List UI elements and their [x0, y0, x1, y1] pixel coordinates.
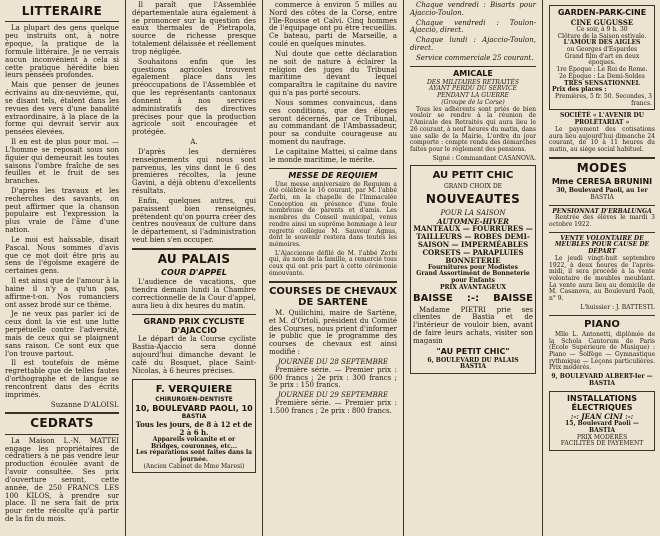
- ad-prices-value: Premières, 5 fr. 50. Secondes, 3 francs.: [555, 92, 652, 107]
- column-rule: [262, 0, 263, 536]
- article-paragraph: Mais que penser de jeunes écrivains au dix-neuvième, qui, se disant tels, étalent dans les revues des vers d'une banalité extraordinaire, à la place de la forme qui devrait servir aux pensées élevées.: [5, 81, 119, 137]
- ad-baisse-text: Madame PIETRI prie ses clientes de Bastia et de l'intérieur de vouloir bien, avant de faire leurs achats, visiter son magasin: [413, 305, 533, 345]
- divider: [132, 248, 256, 250]
- ad-shop-addr: 6, BOULEVARD DU PALAIS: [427, 356, 519, 364]
- pensionnat-text: Rentrée des élèves le mardi 3 octobre 1922.: [549, 214, 655, 228]
- vente-text: Le jeudi vingt-huit septembre 1922, à deux heures de l'après-midi, il sera procédé à la vente volontaire de meubles meublant. La vente aura lieu au domicile de M. Casanova, au Boulevard Paoli, n° 9.: [549, 254, 655, 303]
- courses-prizes: Première série. — Premier prix : 600 francs ; 2e prix : 300 francs ; 3e prix : 150 francs.: [269, 365, 397, 390]
- ad-line: Ce soir, à 9 h. 30: [576, 25, 628, 33]
- article-paragraph: Souhaitons enfin que les questions agricoles trouvent également place dans les préoccupations de l'Assemblée et que les représentants cantonaux donnent à nos services administratifs des directives précises pour que la production agricole soit encouragée et protégée.: [132, 57, 256, 137]
- ad-installations: [549, 391, 655, 452]
- ad-line: L'AMOUR DES AIGLES: [563, 39, 641, 47]
- courses-day: JOURNÉE DU 28 SEPTEMBRE: [277, 357, 389, 366]
- section-title-palais: AU PALAIS: [157, 251, 231, 266]
- ad-line: TRÈS SENSATIONNEL: [564, 79, 640, 87]
- cedrats-text: La Maison L.-N. MATTEI engage les propriétaires de cédratiers à ne pas vendre leur production écoulée avant de l'avoir consultée. Ses prix d'ouverture seront, cette année, de 250 FRANCS LES 100 KILOS, à prendre sur place. Il ne sera fait de prix pour cette récolte qu'à partir de la fin du mois.: [5, 436, 119, 524]
- ad-line: Appareils volcanite et or: [152, 435, 236, 443]
- ad-season: AUTOMNE-HIVER: [437, 216, 509, 226]
- amicale-signature: Signé : Commandant CASANOVA.: [432, 154, 536, 162]
- section-title-modes: MODES: [576, 160, 628, 175]
- article-paragraph: La plupart des gens quelque peu instruits ont, à notre époque, la pratique de la formule littéraire. Je ne verrais aucun inconvénient à cela si cette pratique hérédite bien leurs pensées profondes.: [5, 24, 119, 80]
- ad-line: Les réparations sont faites dans la journée.: [136, 449, 252, 463]
- service-line: Chaque vendredi : Bisarts pour Ajaccio-Toulon.: [410, 1, 536, 17]
- column-4: [405, 0, 541, 536]
- article-intro: Il paraît que l'Assemblée départementale aura également à se prononcer sur la question des eaux thermales de Pietrapola, source de richesse presque totalement délaissée et réellement trop négligée.: [132, 1, 256, 56]
- modes-name: Mme CERESA BRUNINI: [551, 177, 653, 187]
- ad-line: PRIX AVANTAGEUX: [440, 283, 506, 291]
- divider: [549, 157, 655, 159]
- article-paragraph: Le moi est haïssable, disait Pascal. Nous sommes d'avis que ce mot doit être pris au sens de l'égoïsme exagéré de certaines gens.: [5, 235, 119, 276]
- ad-name: F. VERQUIERE: [155, 383, 233, 395]
- amicale-sub: AYANT PERDU DU SERVICE: [428, 85, 518, 93]
- section-title-cedrats: CEDRATS: [30, 416, 94, 431]
- article-paragraph: D'après les travaux et les recherches des savants, on peut affirmer que la chanson populaire est l'expression la plus vraie de l'âme d'une nation.: [5, 187, 119, 235]
- article-paragraph: Enfin, quelques autres, qui paraissent bien renseignés, prétendent qu'on pourra créer des centres nouveaux de culture dans le département, si l'administration veut bien s'en occuper.: [132, 196, 256, 245]
- ad-line: FACILITÉS DE PAYEMENT: [560, 440, 644, 448]
- column-1: [0, 0, 124, 536]
- ad-shop-city: BASTIA: [460, 363, 486, 371]
- column-rule: [542, 0, 543, 536]
- article-paragraph: D'après les dernières renseignements qui nous sont parvenus, les vins dont le 6 des premières récoltes, la jeune Gavini, a déjà obtenu d'excellents résultats.: [132, 147, 256, 196]
- ad-baisse-row: [413, 293, 533, 304]
- ad-line: Grand Assortiment de Bonneterie pour Enfants: [416, 270, 530, 284]
- ad-city: BASTIA: [181, 413, 207, 421]
- article-paragraph: Il est toutefois de même regrettable que de telles fautes d'orthographe et de langue se rencontrent dans des écrits imprimés.: [5, 359, 119, 399]
- ad-sep: :-:: [466, 293, 480, 305]
- requiem-text: L'Ajaccienne défilé de M. l'abbé Zerbi qui, au nom de la famille, a remercié tous ceux qui ont pris part à cette cérémonie émouvante.: [269, 249, 397, 277]
- ad-title: CHIRURGIEN-DENTISTE: [155, 395, 233, 403]
- divider: [410, 66, 536, 67]
- divider: [5, 21, 119, 22]
- piano-address: 9, BOULEVARD ALBERT-Ier — BASTIA: [551, 373, 653, 387]
- ad-name: GARDEN-PARK-CINE: [557, 8, 647, 17]
- ad-sub: CINE GUGUSSE: [570, 17, 634, 27]
- column-rule: [125, 0, 126, 536]
- ad-baisse: BAISSE: [493, 293, 533, 305]
- ad-footer: (Ancien Cabinet de Mme Maresi): [143, 462, 245, 470]
- ad-address: 10, BOULEVARD PAOLI, 10: [135, 403, 253, 413]
- service-line: Chaque lundi : Ajaccio-Toulon, direct.: [410, 36, 536, 53]
- divider: [549, 232, 655, 233]
- article-paragraph: Nul doute que cette déclaration ne soit de nature à éclairer la religion des juges du Tribunal maritime devant lequel comparaîtra le capitaine du navire qui n'a pas porté secours.: [269, 49, 397, 98]
- section-title-pensionnat: PENSIONNAT D'ERBALUNGA: [552, 207, 652, 215]
- article-paragraph: Je ne veux pas parler ici de ceux dont la vie est une lutte perpétuelle contre l'adversité, mais de ceux qui se plaignent sans raison. Ce sont eux que l'on trouve partout.: [5, 310, 119, 358]
- article-paragraph: commerce à environ 5 milles au Nord des côtes de la Corse, entre l'île-Rousse et Calvi. Cinq hommes de l'équipage ont pu être recueillis. Ce bateau, parti de Marseille, a coulé en quelques minutes.: [269, 1, 397, 49]
- modes-address: 30, Boulevard Paoli, au 1er: [556, 187, 648, 195]
- ad-season: POUR LA SAISON: [440, 208, 506, 217]
- piano-text: Mlle L. Antonetti, diplômée de la Schola Cantorum de Paris (École Supérieure de Musique) : Piano — Solfège — Gymnastique rythmique — Leçons particulières. Prix modérés.: [549, 330, 655, 372]
- section-title-societe: SOCIÉTÉ « L'AVENIR DU PROLÉTARIAT »: [560, 112, 644, 127]
- ad-shop: "AU PETIT CHIC": [436, 346, 510, 356]
- section-title-requiem: MESSE DE REQUIEM: [288, 170, 378, 180]
- ad-line: Clôture de la Saison estivale.: [557, 32, 647, 40]
- section-subtitle: COUR D'APPEL: [161, 268, 227, 278]
- amicale-sub: PENDANT LA GUERRE: [437, 92, 509, 100]
- article-paragraph: Il est ainsi que de l'amour à la haine il n'y a qu'un pas, affirme-t-on. Nos romanciers ont assez brodé sur ce thème.: [5, 277, 119, 309]
- article-paragraph: Il en est de plus pour moi. — L'homme se reposait sous son figuier qui demeurait les toutes saisons l'ombre fraîche de ses feuilles et le fruit de ses branches.: [5, 138, 119, 186]
- divider: [549, 205, 655, 206]
- palais-text: L'audience de vacations, que tiendra demain lundi la Chambre correctionnelle de la Cour d'appel, aura lieu à dix heures du matin.: [132, 278, 256, 310]
- article-signature: Suzanne D'ALOISI.: [50, 400, 119, 409]
- ad-name: INSTALLATIONS ÉLECTRIQUES: [567, 393, 637, 412]
- ad-sub: GRAND CHOIX DE: [443, 182, 503, 190]
- modes-city: BASTIA: [590, 193, 614, 201]
- divider: [5, 412, 119, 414]
- amicale-text: Tous les adhérents sont priés de bien vouloir se rendre à la réunion de l'Amicale des Retraités qui aura lieu le 26 courant, à neuf heures du matin, dans une salle de la Mairie. L'ordre du jour comporte : compte rendu des démarches faites pour le règlement des pensions.: [410, 105, 536, 153]
- column-5: [544, 0, 660, 536]
- section-title-amicale: AMICALE: [453, 68, 493, 78]
- divider: [269, 168, 397, 169]
- courses-day: JOURNÉE DU 29 SEPTEMBRE: [277, 391, 389, 400]
- service-line: Chaque vendredi : Toulon-Ajaccio, direct.: [410, 18, 536, 35]
- article-marker: A.: [190, 138, 198, 147]
- courses-text: M. Quilichini, maire de Sartène, et M. d'Ortoli, président du Comité des Courses, nous prient d'informer le public que le programme des courses de chevaux est ainsi modifié :: [269, 308, 397, 357]
- ad-line: 2e Époque : La Demi-Soldes: [559, 72, 645, 80]
- section-title-piano: PIANO: [584, 318, 620, 330]
- courses-prizes: Première série. — Premier prix : 1.500 francs ; 2e prix : 800 francs.: [269, 399, 397, 415]
- divider: [5, 434, 119, 435]
- article-paragraph: Le capitaine Mattei, si calme dans le monde maritime, le mérite.: [269, 147, 397, 164]
- ad-line: ou Georges d'Espardes: [566, 45, 638, 53]
- ad-prices-label: Prix des places :: [552, 86, 607, 94]
- ad-garden-park: [549, 5, 655, 110]
- ad-headline: NOUVEAUTES: [425, 192, 521, 207]
- ad-baisse: BAISSE: [413, 293, 453, 305]
- ad-line: Fournitures pour Modistes: [428, 263, 518, 271]
- divider: [549, 315, 655, 316]
- requiem-text: Une messe anniversaire de Requiem a été célébrée le 16 courant, par M. l'abbé Zerbi, en la chapelle de l'Immaculée Conception en présence d'une foule nombreuse de parents et d'amis. Les membres du Conseil municipal, venus rendre ainsi un suprême hommage à leur regretté collègue M. Sauveur Agnus, dont le souvenir restera dans toutes les mémoires.: [269, 180, 397, 248]
- ad-line: Bridges, couronnes, etc...: [150, 442, 238, 450]
- article-paragraph: Nous sommes convaincus, dans ces conditions, que des éloges seront décernés, par ce Tribunal, au commandant de l'Ambassadeur, pour sa conduite courageuse au moment du naufrage.: [269, 98, 397, 147]
- ad-petit-chic: [410, 165, 536, 374]
- section-title-prix: GRAND PRIX CYCLISTE D'AJACCIO: [143, 316, 245, 335]
- vente-signature: L'huissier : J. BATTESTI.: [580, 303, 655, 311]
- prix-text: Le départ de la Course cycliste Bastia-Ajaccio sera donné aujourd'hui dimanche devant le café du Bosquet, place Saint-Nicolas, à 6 heures précises.: [132, 335, 256, 375]
- ad-line: 1re Époque : Le Roi de Rome.: [556, 66, 648, 74]
- divider: [269, 281, 397, 283]
- ad-sub: :-: JEAN CINI :-:: [570, 412, 634, 422]
- ad-line: PRIX MODÉRÉS: [576, 433, 628, 441]
- ad-list: MANTEAUX — FOURRURES — TAILLEURS — ROBES DEMI-SAISON — IMPERMÉABLES CORSETS — PARAPLUIES BONNETERIE: [413, 224, 533, 265]
- ad-hours: Tous les jours, de 8 à 12 et de 2 à 6 h.: [135, 420, 253, 437]
- ad-name: AU PETIT CHIC: [432, 170, 514, 182]
- column-2: [127, 0, 261, 536]
- section-title-courses: COURSES DE CHEVAUX DE SARTENE: [269, 285, 397, 308]
- ad-line: Grand film d'art en deux époques.: [564, 52, 640, 67]
- amicale-sub: (Groupe de la Corse): [441, 98, 505, 106]
- societe-text: Le payement des cotisations aura lieu aujourd'hui dimanche 24 courant, de 10 à 11 heures du matin, au siège social habituel.: [549, 125, 655, 153]
- amicale-sub: DES MILITAIRES RETRAITÉS: [427, 78, 519, 86]
- divider: [132, 314, 256, 315]
- ad-verquiere: [132, 379, 256, 474]
- ad-address: 15, Boulevard Paoli — BASTIA: [565, 420, 639, 434]
- section-title-litteraire: LITTERAIRE: [21, 4, 103, 18]
- column-rule: [403, 0, 404, 536]
- section-title-vente: VENTE VOLONTAIRE DE MEUBLES POUR CAUSE DE DÉPART: [554, 234, 650, 256]
- column-3: [264, 0, 402, 536]
- service-line: Service commerciale 25 courant.: [416, 53, 534, 62]
